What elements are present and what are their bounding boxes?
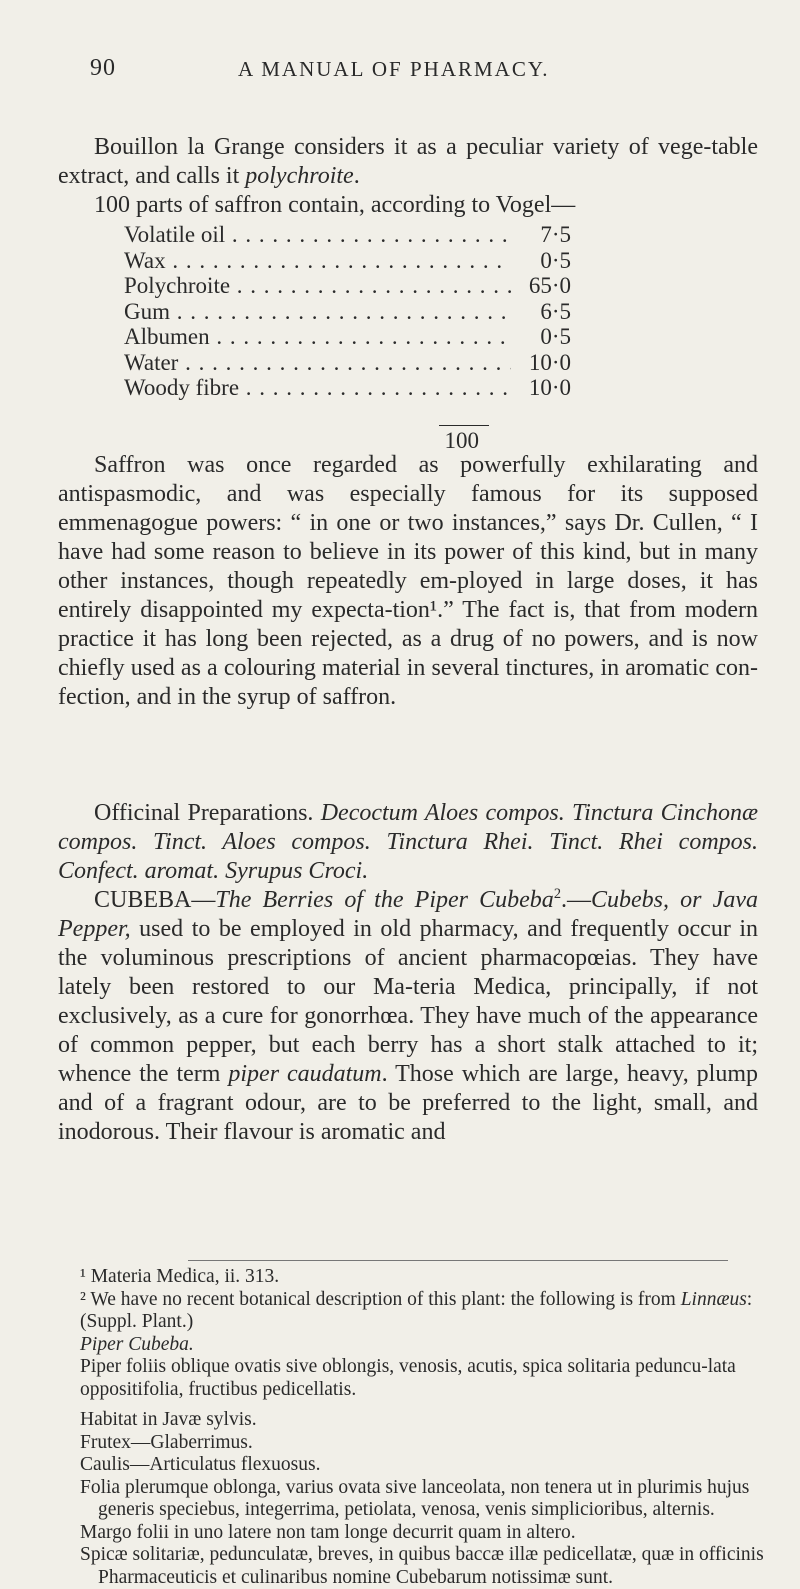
officinal-preparations: [58, 799, 758, 886]
table-total: 100: [444, 428, 479, 453]
latin-description: Piper foliis oblique ovatis sive oblongis, venosis, acutis, spica solitaria peduncu-lata oppositifolia, fructibus pedicellatis.: [80, 1356, 736, 1400]
table-row: Albumen . . . 0·5: [124, 324, 624, 350]
total-rule: [439, 425, 489, 426]
frutex-line: Frutex—Glaberrimus.: [80, 1431, 253, 1453]
running-title: A MANUAL OF PHARMACY.: [238, 57, 550, 81]
composition-table: [124, 222, 624, 401]
caulis-line: Caulis—Articulatus flexuosus.: [80, 1454, 321, 1475]
table-row: Water . . . 10·0: [124, 350, 624, 376]
cubeba-paragraph-block: [58, 886, 758, 1147]
table-row: Wax . . . 0·5: [124, 248, 624, 274]
polychroite-term: polychroite: [245, 163, 354, 189]
polychroite-paragraph: Bouillon la Grange considers it as a peculiar variety of vege-table extract, and calls it polychroite.: [58, 134, 758, 189]
table-row: Polychroite . . . 65·0: [124, 273, 624, 299]
page-header: [90, 55, 750, 85]
table-row: Woody fibre . . . 10·0: [124, 375, 624, 401]
officinal-items: Decoctum Aloes compos. Tinctura Cinchonæ compos. Tinct. Aloes compos. Tinctura Rhei. Tinct. Rhei compos. Confect. aromat. Syrupus Croci.: [58, 800, 759, 884]
table-row: Volatile oil . . . 7·5: [124, 222, 624, 248]
page-number: 90: [90, 55, 116, 81]
vogel-intro: 100 parts of saffron contain, according to Vogel—: [94, 192, 576, 218]
species-name: Piper Cubeba.: [80, 1333, 194, 1355]
footnote-1: ¹ Materia Medica, ii. 313.: [80, 1266, 280, 1287]
saffron-paragraph: Saffron was once regarded as powerfully exhilarating and antispasmodic, and was especially famous for its supposed emmenagogue powers: “ in one or two instances,” says Dr. Cullen, “ I have had some reason to believe in its power of this kind, but in many other instances, though repeatedly em-ployed in large doses, it has entirely disappointed my expecta-tion¹.” The fact is, that from modern practice it has long been rejected, as a drug of no powers, and is now chiefly used as a colouring material in several tinctures, in aromatic con-fection, and in the syrup of saffron.: [58, 452, 758, 710]
saffron-paragraph-block: [58, 451, 758, 712]
cubeba-paragraph: CUBEBA—The Berries of the Piper Cubeba$^2$.—Cubebs, or Java Pepper, used to be employed in old pharmacy, and frequently occur in the voluminous prescriptions of ancient pharmacopœias. They have lately been restored to our Ma-teria Medica, principally, if not exclusively, as a cure for gonorrhœa. They have much of the appearance of common pepper, but each berry has a short stalk attached to it; whence the term piper caudatum. Those which are large, heavy, plump and of a fragrant odour, are to be preferred to the light, small, and inodorous. Their flavour is aromatic and: [58, 886, 759, 1145]
officinal-label: Officinal Preparations.: [94, 800, 314, 826]
footnote-2: ² We have no recent botanical description of this plant: the following is from Linnæus: (Suppl. Plant.): [80, 1288, 753, 1332]
footnote-ref: 2: [553, 886, 562, 902]
officinal-preparations-block: [58, 799, 758, 886]
cubeba-head: CUBEBA—: [94, 887, 216, 913]
habitat-line: Habitat in Javæ sylvis.: [80, 1409, 257, 1430]
spicae-line: Spicæ solitariæ, pedunculatæ, breves, in quibus baccæ illæ pedicellatæ, quæ in officinis Pharmaceuticis et culinaribus nomine Cubebarum notissimæ sunt.: [80, 1544, 764, 1588]
table-row: Gum . . . 6·5: [124, 299, 624, 325]
folia-line: Folia plerumque oblonga, varius ovata sive lanceolata, non tenera ut in plurimis hujus generis speciebus, integerrima, petiolata, venosa, venis simplicioribus, alternis.: [80, 1476, 750, 1520]
footnotes: [58, 1266, 768, 1589]
footnote-divider: [188, 1260, 728, 1261]
margo-line: Margo folii in uno latere non tam longe decurrit quam in altero.: [80, 1521, 576, 1543]
intro-paragraphs: [58, 133, 758, 220]
